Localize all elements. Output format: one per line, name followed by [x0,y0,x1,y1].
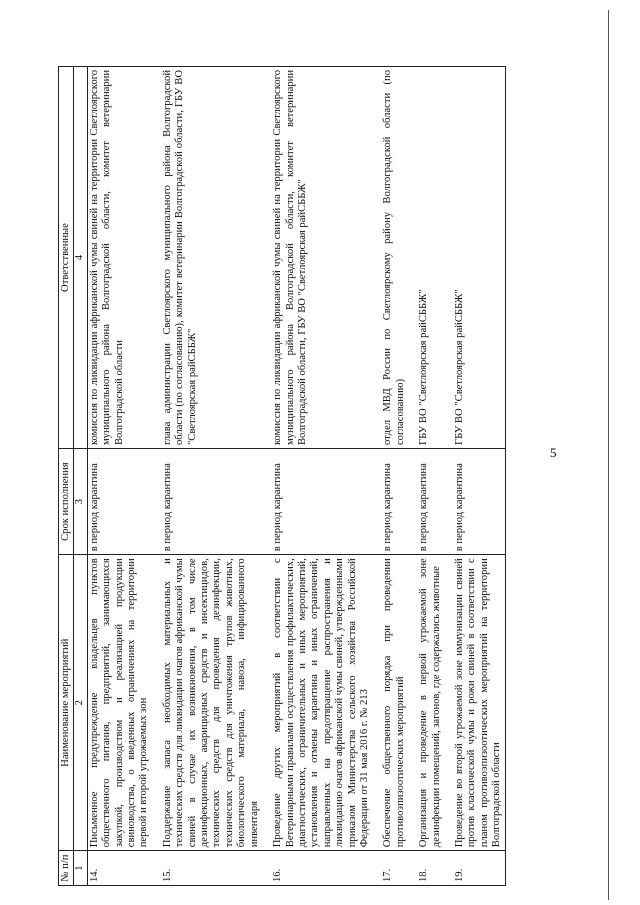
row-action: Письменное предупреждение владельцев пунктов общественного питания, предприятий, занимающихся закупкой, производством и реализацией продукции свиноводства, о введенных ограничениях на территории первой и второй угрожаемых зон [87,555,152,851]
row-term: в период карантина [152,449,262,555]
column-number: 3 [74,449,87,555]
row-responsible: ГБУ ВО "Светлоярская райСББЖ" [408,67,444,449]
header-term: Срок исполнения [59,449,74,555]
table-row [87,67,152,886]
row-responsible: комиссия по ликвидации африканской чумы свиней на территории Светлоярского муниципального района Волгоградской области, комитет ветеринарии Волгоградской области, ГБУ ВО "Светлоярская райСББЖ" [262,67,372,449]
measures-table [58,66,506,886]
row-num: 17. [372,851,408,886]
row-num: 16. [262,851,372,886]
header-responsible: Ответственные [59,67,74,449]
header-action: Наименование мероприятий [59,555,74,851]
table-row [408,67,444,886]
row-term: в период карантина [87,449,152,555]
row-num: 19. [444,851,505,886]
row-num: 18. [408,851,444,886]
column-number: 1 [74,851,87,886]
row-num: 15. [152,851,262,886]
row-term: в период карантина [262,449,372,555]
table-row [152,67,262,886]
row-num: 14. [87,851,152,886]
column-number-row [74,67,87,886]
table-row [444,67,505,886]
header-num: № п/п [59,851,74,886]
rotated-table-wrapper [40,12,600,892]
row-responsible: отдел МВД России по Светлоярскому району Волгоградской области (по согласованию) [372,67,408,449]
column-number: 2 [74,555,87,851]
page-number: 5 [550,445,557,460]
header-row [59,67,74,886]
table-row [372,67,408,886]
row-responsible: комиссия по ликвидации африканской чумы свиней на территории Светлоярского муниципального района Волгоградской области, комитет ветеринарии Волгоградской области [87,67,152,449]
row-responsible: ГБУ ВО "Светлоярская райСББЖ" [444,67,505,449]
row-action: Поддержание запаса необходимых материальных и технических средств для ликвидации очагов африканской чумы свиней в случае их возникновения, в том числе дезинфекционных, акарицидных средств и инсектицидов, технических средств для проведения дезинфекции, технических средств для уничтожения трупов животных, биологического материала, навоза, инфицированного инвентаря [152,555,262,851]
row-action: Обеспечение общественного порядка при проведении противоэпизоотических мероприятий [372,555,408,851]
row-term: в период карантина [444,449,505,555]
row-action: Проведение других мероприятий в соответствии с Ветеринарными правилами осуществления профилактических, диагностических, ограничительных и иных мероприятий, установления и отмены карантина и иных ограничений, направленных на предотвращение распространения и ликвидацию очагов африканской чумы свиней, утвержденными приказом Министерства сельского хозяйства Российской Федерации от 31 мая 2016 г. № 213 [262,555,372,851]
row-action: Проведение во второй угрожаемой зоне иммунизации свиней против классической чумы и рожи свиней в соответствии с планом противоэпизоотических мероприятий на территории Волгоградской области [444,555,505,851]
row-term: в период карантина [408,449,444,555]
table-row [262,67,372,886]
row-term: в период карантина [372,449,408,555]
column-number: 4 [74,67,87,449]
row-responsible: глава администрации Светлоярского муниципального района Волгоградской области (по согласованию), комитет ветеринарии Волгоградской области, ГБУ ВО "Светлоярская райСББЖ" [152,67,262,449]
page-edge-line [608,10,609,900]
row-action: Организация и проведение в первой угрожаемой зоне дезинфекции помещений, загонов, где содержались животные [408,555,444,851]
